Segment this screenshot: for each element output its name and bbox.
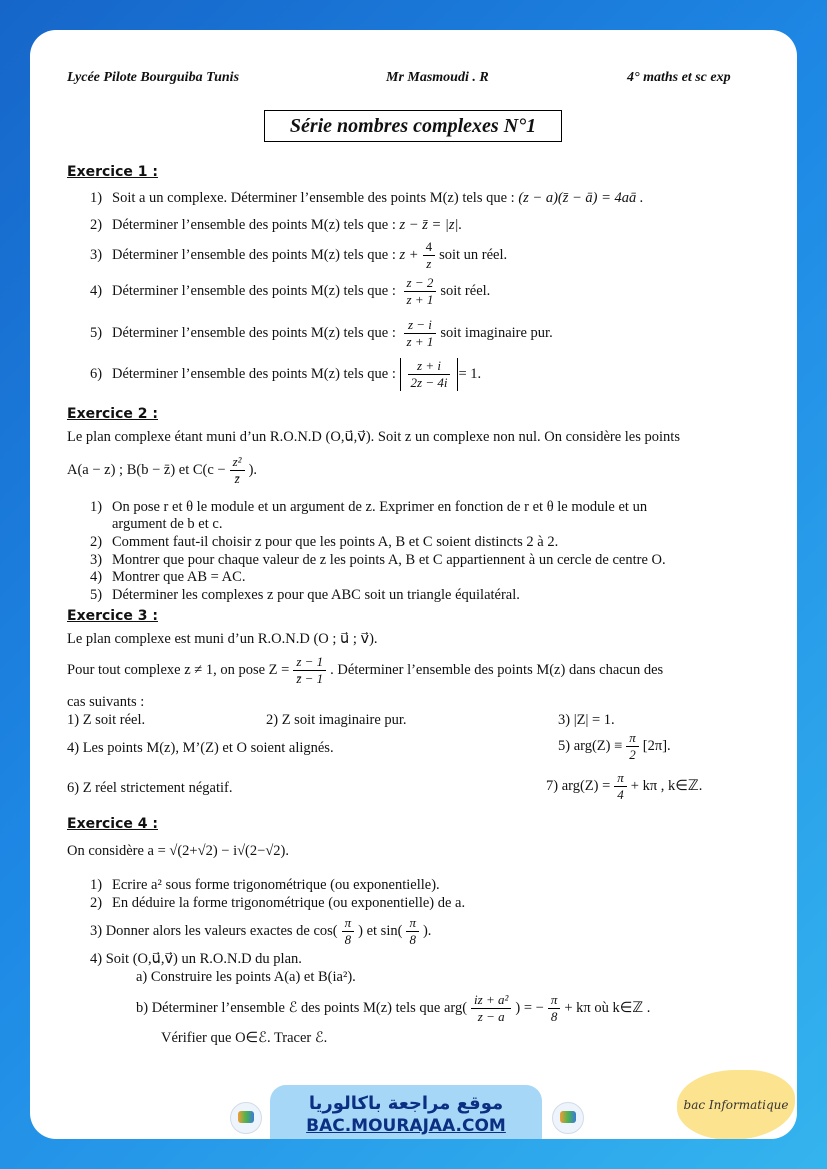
site-logo-left bbox=[230, 1102, 262, 1134]
ex4-item-4a: a) Construire les points A(a) et B(ia²). bbox=[136, 969, 356, 985]
school-name: Lycée Pilote Bourguiba Tunis bbox=[67, 70, 240, 85]
ex3-cases-label: cas suivants : bbox=[67, 694, 145, 710]
site-logo-right bbox=[552, 1102, 584, 1134]
teacher-name: Mr Masmoudi . R bbox=[386, 70, 489, 85]
ex3-case-5: 5) arg(Z) ≡ $\frac{\pi}{2}$ [2π]. bbox=[558, 730, 671, 762]
ex3-case-1: 1) Z soit réel. bbox=[67, 712, 146, 728]
ex3-case-6: 6) Z réel strictement négatif. bbox=[67, 780, 233, 796]
ex3-case-3: 3) |Z| = 1. bbox=[558, 712, 615, 728]
site-banner[interactable] bbox=[270, 1085, 542, 1139]
ex4-item-4: 4) Soit (O,u⃗,v⃗) un R.O.N.D du plan. bbox=[90, 951, 302, 967]
site-url-link[interactable]: BAC.MOURAJAA.COM bbox=[306, 1116, 506, 1136]
ex3-case-2: 2) Z soit imaginaire pur. bbox=[266, 712, 407, 728]
class-label: 4° maths et sc exp bbox=[627, 70, 731, 85]
ex2-item-4: 4) Montrer que AB = AC. bbox=[90, 569, 246, 585]
ex4-item-2: 2) En déduire la forme trigonométrique (ou exponentielle) de a. bbox=[90, 895, 466, 911]
ex4-intro: On considère a = √(2+√2) − i√(2−√2). bbox=[67, 843, 289, 859]
ex1-item-5: 5) Déterminer l’ensemble des points M(z) tels que : $\frac{z - i}{z + 1}$ soit imaginaire pur. bbox=[90, 317, 553, 349]
ex1-item-3: 3) Déterminer l’ensemble des points M(z) tels que : z + $\frac{4}{z}$ soit un réel. bbox=[90, 239, 508, 271]
ex1-item-1: 1) Soit a un complexe. Déterminer l’ensemble des points M(z) tels que : (z − a)(z̄ − ā) = 4aā . bbox=[90, 190, 644, 206]
exercise-4-heading: Exercice 4 : bbox=[67, 816, 158, 832]
ex3-intro: Le plan complexe est muni d’un R.O.N.D (O ; u⃗ ; v⃗). bbox=[67, 631, 378, 647]
ex1-item-4: 4) Déterminer l’ensemble des points M(z) tels que : $\frac{z - 2}{z + 1}$ soit réel. bbox=[90, 275, 491, 307]
ex2-item-1-cont: argument de b et c. bbox=[112, 516, 223, 532]
ex4-item-1: 1) Ecrire a² sous forme trigonométrique (ou exponentielle). bbox=[90, 877, 440, 893]
ex1-item-2: 2) Déterminer l’ensemble des points M(z) tels que : z − z̄ = |z|. bbox=[90, 217, 463, 233]
ex1-item-6: 6) Déterminer l’ensemble des points M(z) tels que : $\frac{z + i}{2z - 4i}$ = 1. bbox=[90, 358, 482, 390]
ex2-intro: Le plan complexe étant muni d’un R.O.N.D (O,u⃗,v⃗). Soit z un complexe non nul. On considère les points bbox=[67, 429, 680, 445]
ex4-item-4b-verify: Vérifier que O∈ℰ. Tracer ℰ. bbox=[161, 1030, 328, 1046]
exercise-1-heading: Exercice 1 : bbox=[67, 164, 158, 180]
ex2-points: A(a − z) ; B(b − z̄) et C(c − $\frac{\text{z²}}{z̄}$ ). bbox=[67, 454, 258, 486]
ex2-item-3: 3) Montrer que pour chaque valeur de z les points A, B et C appartiennent à un cercle de centre O. bbox=[90, 552, 666, 568]
ex2-item-1: 1) On pose r et θ le module et un argument de z. Exprimer en fonction de r et θ le module et un bbox=[90, 499, 648, 515]
ex2-item-2: 2) Comment faut-il choisir z pour que les points A, B et C soient distincts 2 à 2. bbox=[90, 534, 559, 550]
ex2-item-5: 5) Déterminer les complexes z pour que ABC soit un triangle équilatéral. bbox=[90, 587, 520, 603]
site-name-arabic: موقع مراجعة باكالوريا bbox=[308, 1093, 504, 1114]
document-page bbox=[30, 30, 797, 1139]
ex4-item-4b: b) Déterminer l’ensemble ℰ des points M(z) tels que arg( $\frac{\text{iz + a²}}{z - a}$ ) = − $\frac{\pi}{8}$ + kπ où k∈ℤ . bbox=[136, 992, 651, 1024]
ex3-case-4: 4) Les points M(z), M’(Z) et O soient alignés. bbox=[67, 740, 334, 756]
document-title: Série nombres complexes N°1 bbox=[264, 110, 562, 142]
exercise-3-heading: Exercice 3 : bbox=[67, 608, 158, 624]
ex3-case-7: 7) arg(Z) = $\frac{\pi}{4}$ + kπ , k∈ℤ. bbox=[546, 770, 703, 802]
exercise-2-heading: Exercice 2 : bbox=[67, 406, 158, 422]
bac-informatique-badge: bac Informatique bbox=[677, 1070, 795, 1139]
ex3-definition: Pour tout complexe z ≠ 1, on pose Z = $\frac{z - 1}{z̄ - 1}$ . Déterminer l’ensemble des points M(z) dans chacun des bbox=[67, 654, 664, 686]
ex4-item-3: 3) Donner alors les valeurs exactes de cos( $\frac{\pi}{8}$ ) et sin( $\frac{\pi}{8}$ ). bbox=[90, 915, 432, 947]
